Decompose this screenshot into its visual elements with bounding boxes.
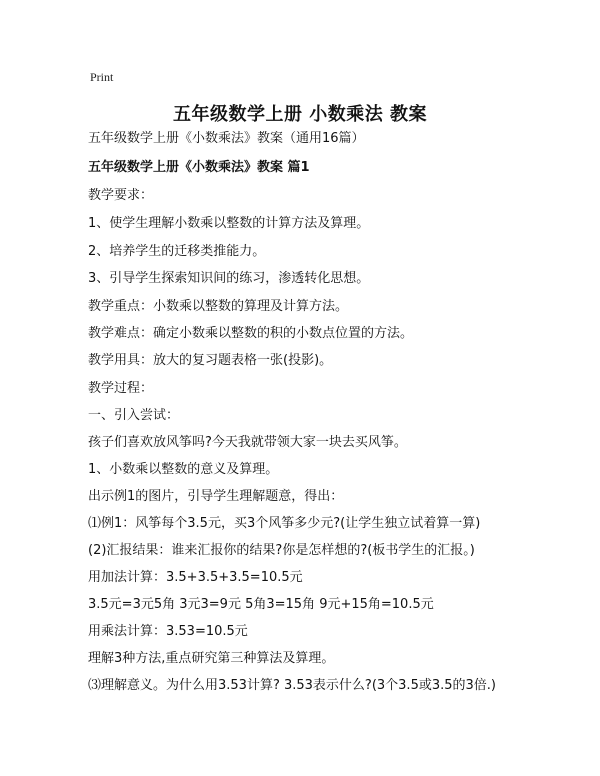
paragraph: 用加法计算：3.5+3.5+3.5=10.5元 <box>88 570 303 585</box>
paragraph: 孩子们喜欢放风筝吗?今天我就带领大家一块去买风筝。 <box>88 435 407 450</box>
paragraph: 一、引入尝试： <box>88 408 180 423</box>
paragraph: 教学用具：放大的复习题表格一张(投影)。 <box>88 353 333 368</box>
print-link[interactable]: Print <box>90 70 114 84</box>
paragraph: 教学难点：确定小数乘以整数的积的小数点位置的方法。 <box>88 326 414 341</box>
paragraph: ⑶理解意义。为什么用3.53计算? 3.53表示什么?(3个3.5或3.5的3倍.) <box>88 678 496 693</box>
paragraph: 3、引导学生探索知识间的练习，渗透转化思想。 <box>88 271 370 286</box>
paragraph: 教学要求： <box>88 188 154 203</box>
paragraph: 教学重点：小数乘以整数的算理及计算方法。 <box>88 299 349 314</box>
page-title: 五年级数学上册 小数乘法 教案 <box>172 104 428 125</box>
paragraph: 出示例1的图片，引导学生理解题意，得出： <box>88 489 344 504</box>
paragraph: 理解3种方法,重点研究第三种算法及算理。 <box>88 651 335 666</box>
document-subtitle: 五年级数学上册《小数乘法》教案（通用16篇） <box>88 131 365 146</box>
paragraph: 用乘法计算：3.53=10.5元 <box>88 624 248 639</box>
paragraph: ⑴例1：风筝每个3.5元，买3个风筝多少元?(让学生独立试着算一算) <box>88 516 481 531</box>
paragraph: 1、使学生理解小数乘以整数的计算方法及算理。 <box>88 216 370 231</box>
paragraph: 教学过程： <box>88 381 154 396</box>
section-heading: 五年级数学上册《小数乘法》教案 篇1 <box>88 160 310 175</box>
paragraph: 1、小数乘以整数的意义及算理。 <box>88 462 279 477</box>
paragraph: 2、培养学生的迁移类推能力。 <box>88 244 266 259</box>
paragraph: 3.5元=3元5角 3元3=9元 5角3=15角 9元+15角=10.5元 <box>88 597 434 612</box>
paragraph: (2)汇报结果：谁来汇报你的结果?你是怎样想的?(板书学生的汇报。) <box>88 543 475 558</box>
